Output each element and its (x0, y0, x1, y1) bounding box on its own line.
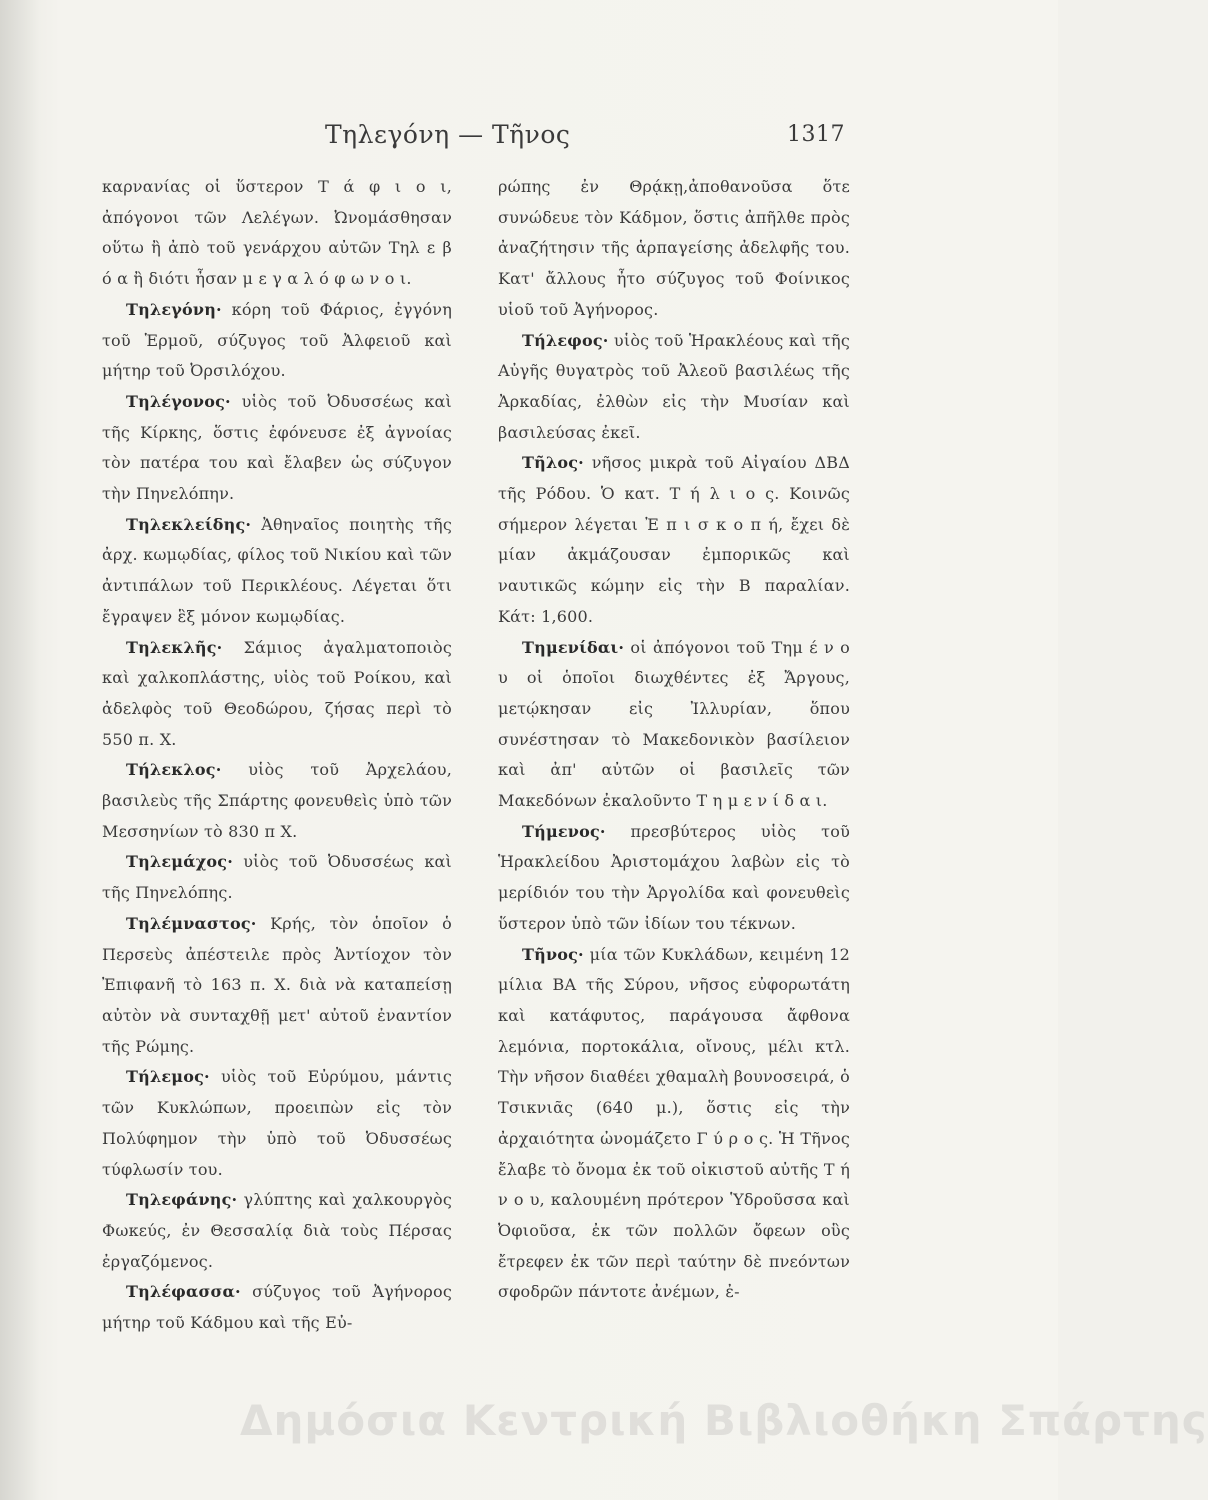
dictionary-entry (102, 510, 452, 633)
left-column (102, 172, 452, 1339)
dictionary-entry (498, 817, 850, 940)
entry-headword: Τηλεκλῆς· (126, 637, 223, 657)
entry-text: υἱὸς τοῦ Ὀδυσσέως καὶ τῆς Πηνελόπης. (102, 852, 452, 903)
dictionary-entry (498, 172, 850, 326)
entry-headword: Τηλεφάνης· (126, 1190, 238, 1210)
entry-headword: Τῆλος· (522, 453, 584, 473)
entry-headword: Τήλεμος· (126, 1067, 210, 1087)
entry-text: καρνανίας οἱ ὕστερον Τ ά φ ι ο ι, ἀπόγονοι τῶν Λελέγων. Ὠνομάσθησαν οὕτω ἢ ἀπὸ τοῦ γενάρχου αὐτῶν Τηλ ε β ό α ἢ διότι ἦσαν μ ε γ α λ ό φ ω ν ο ι. (102, 177, 452, 289)
dictionary-entry (102, 1277, 452, 1338)
dictionary-entry (102, 755, 452, 847)
dictionary-entry (102, 1062, 452, 1185)
dictionary-entry (102, 909, 452, 1063)
running-header (325, 120, 845, 160)
entry-headword: Τῆνος· (522, 944, 584, 964)
entry-text: Ἀθηναῖος ποιητὴς τῆς ἀρχ. κωμῳδίας, φίλος τοῦ Νικίου καὶ τῶν ἀντιπάλων τοῦ Περικλέους. Λέγεται ὅτι ἔγραψεν ἓξ μόνον κωμῳδίας. (102, 514, 452, 626)
dictionary-entry (102, 1185, 452, 1277)
entry-text: υἱὸς τοῦ Ἡρακλέους καὶ τῆς Αὐγῆς θυγατρὸς τοῦ Ἀλεοῦ βασιλέως τῆς Ἀρκαδίας, ἐλθὼν εἰς τὴν Μυσίαν καὶ βασιλεύσας ἐκεῖ. (498, 330, 850, 442)
entry-text: νῆσος μικρὰ τοῦ Αἰγαίου ΔΒΔ τῆς Ρόδου. Ὁ κατ. Τ ή λ ι ο ς. Κοινῶς σήμερον λέγεται Ἐ π ι σ κ ο π ή, ἔχει δὲ μίαν ἀκμάζουσαν ἐμπορικῶς καὶ ναυτικῶς κώμην εἰς τὴν Β παραλίαν. Κάτ: 1,600. (498, 453, 850, 626)
entry-text: υἱὸς τοῦ Ἀρχελάου, βασιλεὺς τῆς Σπάρτης φονευθεὶς ὑπὸ τῶν Μεσσηνίων τὸ 830 π Χ. (102, 760, 452, 841)
binding-shadow (0, 0, 40, 1500)
dictionary-entry (102, 387, 452, 510)
page-number: 1317 (787, 122, 845, 147)
header-title: Τηλεγόνη — Τῆνος (325, 120, 571, 149)
dictionary-entry (498, 448, 850, 632)
entry-text: Κρής, τὸν ὁποῖον ὁ Περσεὺς ἀπέστειλε πρὸς Ἀντίοχον τὸν Ἐπιφανῆ τὸ 163 π. Χ. διὰ νὰ καταπείσῃ αὐτὸν νὰ συνταχθῇ μετ' αὐτοῦ ἐναντίον τῆς Ρώμης. (102, 913, 452, 1056)
entry-text: γλύπτης καὶ χαλκουργὸς Φωκεύς, ἐν Θεσσαλίᾳ διὰ τοὺς Πέρσας ἐργαζόμενος. (102, 1190, 452, 1271)
entry-headword: Τημενίδαι· (522, 637, 625, 657)
entry-headword: Τηλέμναστος· (126, 913, 257, 933)
entry-headword: Τηλέφασσα· (126, 1282, 241, 1302)
right-column (498, 172, 850, 1308)
entry-text: μία τῶν Κυκλάδων, κειμένη 12 μίλια ΒΑ τῆς Σύρου, νῆσος εὐφορωτάτη καὶ κατάφυτος, παράγουσα ἄφθονα λεμόνια, πορτοκάλια, οἴνους, μέλι κτλ. Τὴν νῆσον διαθέει χθαμαλὴ βουνοσειρά, ὁ Τσικνιᾶς (640 μ.), ὅστις εἰς τὴν ἀρχαιότητα ὠνομάζετο Γ ύ ρ ο ς. Ἡ Τῆνος ἔλαβε τὸ ὄνομα ἐκ τοῦ οἰκιστοῦ αὐτῆς Τ ή ν ο υ, καλουμένη πρότερον Ὑδροῦσσα καὶ Ὀφιοῦσα, ἐκ τῶν πολλῶν ὄφεων οὓς ἔτρεφεν ἐκ τῶν περὶ ταύτην δὲ πνεόντων σφοδρῶν πάντοτε ἀνέμων, ἐ- (498, 944, 850, 1302)
dictionary-entry (102, 633, 452, 756)
dictionary-entry (498, 326, 850, 449)
library-watermark: Δημόσια Κεντρική Βιβλιοθήκη Σπάρτης (240, 1396, 1208, 1445)
dictionary-entry (102, 847, 452, 908)
entry-text: υἱὸς τοῦ Ὀδυσσέως καὶ τῆς Κίρκης, ὅστις ἐφόνευσε ἐξ ἀγνοίας τὸν πατέρα του καὶ ἔλαβεν ὡς σύζυγον τὴν Πηνελόπην. (102, 391, 452, 504)
entry-text: κόρη τοῦ Φάριος, ἐγγόνη τοῦ Ἑρμοῦ, σύζυγος τοῦ Ἀλφειοῦ καὶ μήτηρ τοῦ Ὀρσιλόχου. (102, 299, 452, 381)
entry-text: πρεσβύτερος υἱὸς τοῦ Ἡρακλείδου Ἀριστομάχου λαβὼν εἰς τὸ μερίδιόν του τὴν Ἀργολίδα καὶ φονευθεὶς ὕστερον ὑπὸ τῶν ἰδίων του τέκνων. (498, 821, 850, 933)
entry-headword: Τήλεφος· (522, 330, 609, 350)
entry-headword: Τηλεμάχος· (126, 852, 234, 872)
dictionary-entry (498, 633, 850, 817)
entry-text: Σάμιος ἀγαλματοποιὸς καὶ χαλκοπλάστης, υἱὸς τοῦ Ροίκου, καὶ ἀδελφὸς τοῦ Θεοδώρου, ζήσας περὶ τὸ 550 π. Χ. (102, 637, 452, 749)
dictionary-entry (102, 172, 452, 295)
dictionary-entry (498, 940, 850, 1308)
entry-text: ρώπης ἐν Θρᾴκῃ,ἀποθανοῦσα ὅτε συνώδευε τὸν Κάδμον, ὅστις ἀπῆλθε πρὸς ἀναζήτησιν τῆς ἁρπαγείσης ἀδελφῆς του. Κατ' ἄλλους ἦτο σύζυγος τοῦ Φοίνικος υἱοῦ τοῦ Ἀγήνορος. (498, 177, 850, 319)
entry-headword: Τήλεκλος· (126, 760, 222, 780)
entry-text: υἱὸς τοῦ Εὐρύμου, μάντις τῶν Κυκλώπων, προειπὼν εἰς τὸν Πολύφημον τὴν ὑπὸ τοῦ Ὀδυσσέως τύφλωσίν του. (102, 1067, 452, 1179)
dictionary-entry (102, 295, 452, 387)
entry-headword: Τήμενος· (522, 821, 606, 841)
entry-text: οἱ ἀπόγονοι τοῦ Τημ έ ν ο υ οἱ ὁποῖοι διωχθέντες ἐξ Ἄργους, μετῴκησαν εἰς Ἰλλυρίαν, ὅπου συνέστησαν τὸ Μακεδονικὸν βασίλειον καὶ ἀπ' αὐτῶν οἱ βασιλεῖς τῶν Μακεδόνων ἐκαλοῦντο Τ η μ ε ν ί δ α ι. (498, 637, 850, 811)
entry-headword: Τηλέγονος· (126, 391, 231, 411)
entry-headword: Τηλεγόνη· (126, 299, 222, 319)
entry-headword: Τηλεκλείδης· (126, 514, 252, 534)
entry-text: σύζυγος τοῦ Ἀγήνορος μήτηρ τοῦ Κάδμου καὶ τῆς Εὐ- (102, 1282, 452, 1333)
